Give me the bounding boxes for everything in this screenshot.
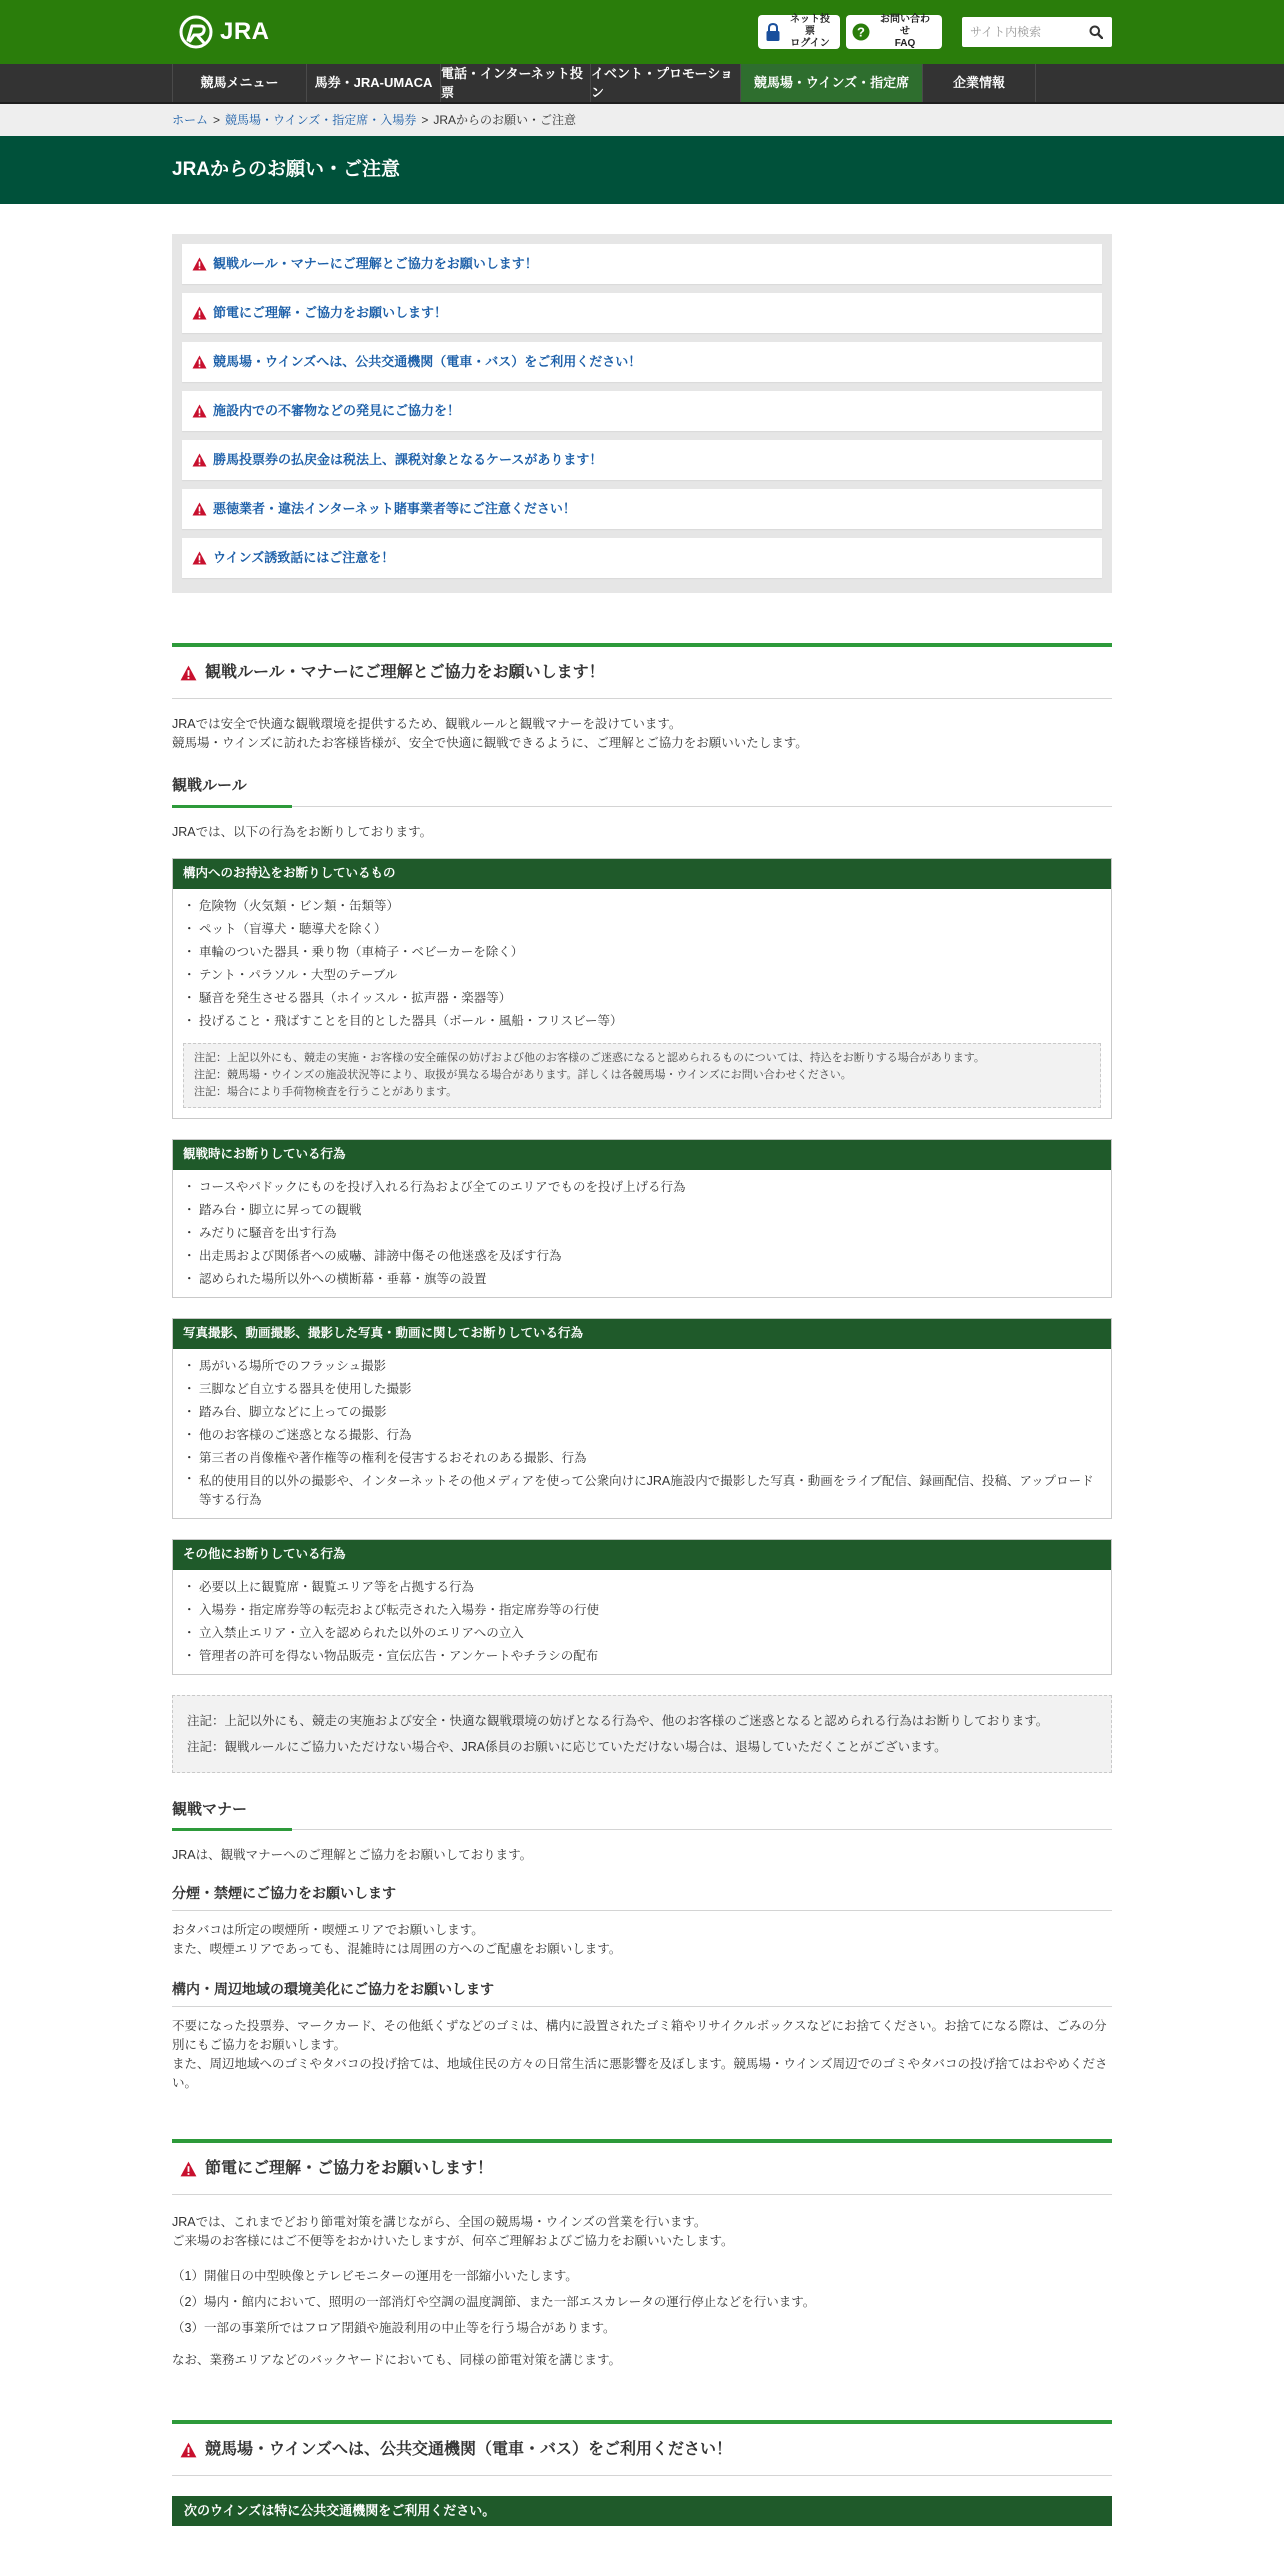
note-line: 注記：上記以外にも、競走の実施・お客様の安全確保の妨げおよび他のお客様のご迷惑になると認められるものについては、持込をお断りする場合があります。: [194, 1051, 985, 1064]
anchor-link[interactable]: [182, 342, 1102, 382]
prohibited-actions-box: [172, 1139, 1112, 1298]
main-content: [172, 234, 1112, 2526]
svg-text:?: ?: [857, 24, 865, 40]
net-vote-login-button[interactable]: [758, 15, 840, 49]
list-item: ・ 認められた場所以外への横断幕・垂幕・旗等の設置: [185, 1268, 1101, 1291]
warning-icon: [192, 404, 207, 418]
warning-icon: [180, 2161, 197, 2177]
list-item: （1）開催日の中型映像とテレビモニターの運用を一部縮小いたします。: [172, 2269, 578, 2283]
environment-heading: 構内・周辺地域の環境美化にご協力をお願いします: [172, 1979, 1112, 2007]
section-title: 節電にご理解・ご協力をお願いします！: [205, 2159, 494, 2177]
warning-icon: [192, 453, 207, 467]
list-item: ・ 必要以上に観覧席・観覧エリア等を占拠する行為: [185, 1576, 1101, 1599]
note-line: 注記：上記以外にも、競走の実施および安全・快適な観戦環境の妨げとなる行為や、他のお客様のご迷惑となると認められる行為はお断りしております。: [187, 1713, 1049, 1728]
anchor-link[interactable]: [182, 489, 1102, 529]
note-line: 注記：競馬場・ウインズの施設状況等により、取扱が異なる場合があります。詳しくは各競馬場・ウインズにお問い合わせください。: [194, 1068, 852, 1081]
smoking-heading: 分煙・禁煙にご協力をお願いします: [172, 1883, 1112, 1911]
list-item: （2）場内・館内において、照明の一部消灯や空調の温度調節、また一部エスカレータの運行停止などを行います。: [172, 2295, 816, 2309]
anchor-link-label: 悪徳業者・違法インターネット賭事業者等にご注意ください！: [213, 501, 576, 517]
nav-item-event[interactable]: イベント・プロモーション: [590, 64, 740, 102]
faq-label-line1: お問い合わせ: [880, 14, 930, 37]
global-nav: [0, 64, 1284, 104]
section-heading: [172, 643, 1112, 699]
list-item: ・ 三脚など自立する器具を使用した撮影: [185, 1378, 1101, 1401]
transport-notice-bar: 次のウインズは特に公共交通機関をご利用ください。: [172, 2496, 1112, 2526]
anchor-link-label: 観戦ルール・マナーにご理解とご協力をお願いします！: [213, 256, 538, 272]
other-rules-box: [172, 1539, 1112, 1675]
list-item: ・ 踏み台、脚立などに上っての撮影: [185, 1401, 1101, 1424]
environment-line: 不要になった投票券、マークカード、その他紙くずなどのゴミは、構内に設置されたゴミ箱やリサイクルボックスなどにお捨てください。お捨てになる際は、ごみの分別にもご協力をお願いします。: [172, 2019, 1107, 2052]
list-item: ・ 出走馬および関係者への威嚇、誹謗中傷その他迷惑を及ぼす行為: [185, 1245, 1101, 1268]
section-viewing-rules: [172, 643, 1112, 2093]
anchor-link-label: ウインズ誘致話にはご注意を！: [213, 550, 395, 566]
list-item: ・ ペット（盲導犬・聴導犬を除く）: [185, 918, 1101, 941]
nav-item-racecourse[interactable]: 競馬場・ウインズ・指定席: [740, 64, 922, 102]
section-title: 競馬場・ウインズへは、公共交通機関（電車・バス）をご利用ください！: [205, 2440, 733, 2458]
breadcrumb-current: JRAからのお願い・ご注意: [433, 113, 577, 127]
box-note: [183, 1043, 1101, 1108]
anchor-link-list: [172, 234, 1112, 593]
warning-icon: [192, 355, 207, 369]
breadcrumb-parent[interactable]: 競馬場・ウインズ・指定席・入場券: [225, 113, 417, 127]
list-item: ・ 入場券・指定席券等の転売および転売された入場券・指定席券等の行使: [185, 1599, 1101, 1622]
list-item: ・ 他のお客様のご迷惑となる撮影、行為: [185, 1424, 1101, 1447]
list-item: ・ 第三者の肖像権や著作権等の権利を侵害するおそれのある撮影、行為: [185, 1447, 1101, 1470]
intro-line: ご来場のお客様にはご不便等をおかけいたしますが、何卒ご理解およびご協力をお願いいたします。: [172, 2234, 734, 2248]
warning-icon: [180, 665, 197, 681]
note-line: 注記：場合により手荷物検査を行うことがあります。: [194, 1085, 458, 1098]
login-label-line1: ネット投票: [790, 14, 830, 37]
list-item: ・ みだりに騒音を出す行為: [185, 1222, 1101, 1245]
list-item: ・ 私的使用目的以外の撮影や、インターネットその他メディアを使って公衆向けにJRA施設内で撮影した写真・動画をライブ配信、録画配信、投稿、アップロード等する行為: [185, 1470, 1101, 1512]
intro-line: JRAでは、これまでどおり節電対策を講じながら、全国の競馬場・ウインズの営業を行います。: [172, 2215, 707, 2229]
search-icon: [1089, 25, 1103, 39]
list-item: ・ 踏み台・脚立に昇っての観戦: [185, 1199, 1101, 1222]
manners-intro: JRAは、観戦マナーへのご理解とご協力をお願いしております。: [172, 1848, 533, 1862]
nav-item-baken[interactable]: 馬券・JRA-UMACA: [306, 64, 440, 102]
smoking-text: [172, 1921, 1112, 1959]
box-heading: 観戦時にお断りしている行為: [173, 1140, 1111, 1170]
warning-icon: [192, 306, 207, 320]
top-bar: [0, 0, 1284, 64]
rules-intro: JRAでは、以下の行為をお断りしております。: [172, 824, 433, 839]
breadcrumb-home[interactable]: ホーム: [172, 113, 209, 127]
search-input[interactable]: [962, 18, 1082, 46]
section-title: 観戦ルール・マナーにご理解とご協力をお願いします！: [205, 663, 605, 681]
warning-icon: [192, 257, 207, 271]
site-search: [962, 17, 1112, 47]
breadcrumb-separator: >: [421, 113, 429, 127]
login-label-line2: ログイン: [790, 38, 830, 49]
list-item: ・ 車輪のついた器具・乗り物（車椅子・ベビーカーを除く）: [185, 941, 1101, 964]
section-heading: [172, 2420, 1112, 2476]
list-item: ・ コースやパドックにものを投げ入れる行為および全てのエリアでものを投げ上げる行為: [185, 1176, 1101, 1199]
breadcrumb: [0, 104, 1284, 136]
page-title: JRAからのお願い・ご注意: [172, 158, 401, 180]
list-item: ・ テント・パラソル・大型のテーブル: [185, 964, 1101, 987]
smoking-line: おタバコは所定の喫煙所・喫煙エリアでお願いします。: [172, 1923, 484, 1937]
anchor-link[interactable]: [182, 391, 1102, 431]
intro-line: JRAでは安全で快適な観戦環境を提供するため、観戦ルールと観戦マナーを設けています。: [172, 717, 682, 731]
section-power-saving: [172, 2139, 1112, 2370]
manners-heading: 観戦マナー: [172, 1799, 1112, 1831]
section-outro: なお、業務エリアなどのバックヤードにおいても、同様の節電対策を講じます。: [172, 2353, 622, 2367]
faq-label-line2: FAQ: [894, 38, 916, 49]
anchor-link[interactable]: [182, 440, 1102, 480]
measures-list: [172, 2263, 1112, 2341]
faq-button[interactable]: [846, 15, 942, 49]
rules-note: [172, 1695, 1112, 1773]
box-heading: 写真撮影、動画撮影、撮影した写真・動画に関してお断りしている行為: [173, 1319, 1111, 1349]
anchor-link[interactable]: [182, 538, 1102, 578]
jra-logo[interactable]: [178, 14, 270, 50]
list-item: ・ 騒音を発生させる器具（ホイッスル・拡声器・楽器等）: [185, 987, 1101, 1010]
section-intro: [172, 715, 1112, 753]
site-header: [0, 0, 1284, 204]
section-heading: [172, 2139, 1112, 2195]
rules-heading: 観戦ルール: [172, 775, 1112, 807]
smoking-line: また、喫煙エリアであっても、混雑時には周囲の方へのご配慮をお願いします。: [172, 1942, 622, 1956]
list-item: ・ 投げること・飛ばすことを目的とした器具（ボール・風船・フリスビー等）: [185, 1010, 1101, 1033]
anchor-link-label: 競馬場・ウインズへは、公共交通機関（電車・バス）をご利用ください！: [213, 354, 642, 370]
section-public-transport: [172, 2420, 1112, 2526]
list-item: ・ 馬がいる場所でのフラッシュ撮影: [185, 1355, 1101, 1378]
logo-text: JRA: [220, 18, 270, 45]
page-header: [0, 136, 1284, 204]
box-heading: 構内へのお持込をお断りしているもの: [173, 859, 1111, 889]
search-button[interactable]: [1082, 18, 1110, 46]
box-heading: その他にお断りしている行為: [173, 1540, 1111, 1570]
list-item: ・ 危険物（火気類・ビン類・缶類等）: [185, 895, 1101, 918]
list-item: （3）一部の事業所ではフロア閉鎖や施設利用の中止等を行う場合があります。: [172, 2321, 616, 2335]
warning-icon: [192, 551, 207, 565]
environment-line: また、周辺地域へのゴミやタバコの投げ捨ては、地域住民の方々の日常生活に悪影響を及ぼします。競馬場・ウインズ周辺でのゴミやタバコの投げ捨てはおやめください。: [172, 2057, 1108, 2090]
note-line: 注記：観戦ルールにご協力いただけない場合や、JRA係員のお願いに応じていただけない場合は、退場していただくことがございます。: [187, 1739, 947, 1754]
prohibited-items-box: [172, 858, 1112, 1119]
anchor-link[interactable]: [182, 244, 1102, 284]
environment-text: [172, 2017, 1112, 2093]
photo-rules-box: [172, 1318, 1112, 1519]
anchor-link[interactable]: [182, 293, 1102, 333]
nav-item-keiba-menu[interactable]: 競馬メニュー: [172, 64, 306, 102]
warning-icon: [180, 2442, 197, 2458]
anchor-link-label: 節電にご理解・ご協力をお願いします！: [213, 305, 448, 321]
anchor-link-label: 勝馬投票券の払戻金は税法上、課税対象となるケースがあります！: [213, 452, 603, 468]
intro-line: 競馬場・ウインズに訪れたお客様皆様が、安全で快適に観戦できるように、ご理解とご協力をお願いいたします。: [172, 736, 808, 750]
section-intro: [172, 2213, 1112, 2251]
nav-item-vote[interactable]: 電話・インターネット投票: [440, 64, 590, 102]
jra-logo-icon: [178, 14, 214, 50]
warning-icon: [192, 502, 207, 516]
anchor-link-label: 施設内での不審物などの発見にご協力を！: [213, 403, 461, 419]
question-icon: [852, 22, 870, 42]
nav-item-company[interactable]: 企業情報: [922, 64, 1036, 102]
lock-icon: [764, 22, 782, 42]
breadcrumb-separator: >: [213, 113, 221, 127]
list-item: ・ 管理者の許可を得ない物品販売・宣伝広告・アンケートやチラシの配布: [185, 1645, 1101, 1668]
list-item: ・ 立入禁止エリア・立入を認められた以外のエリアへの立入: [185, 1622, 1101, 1645]
